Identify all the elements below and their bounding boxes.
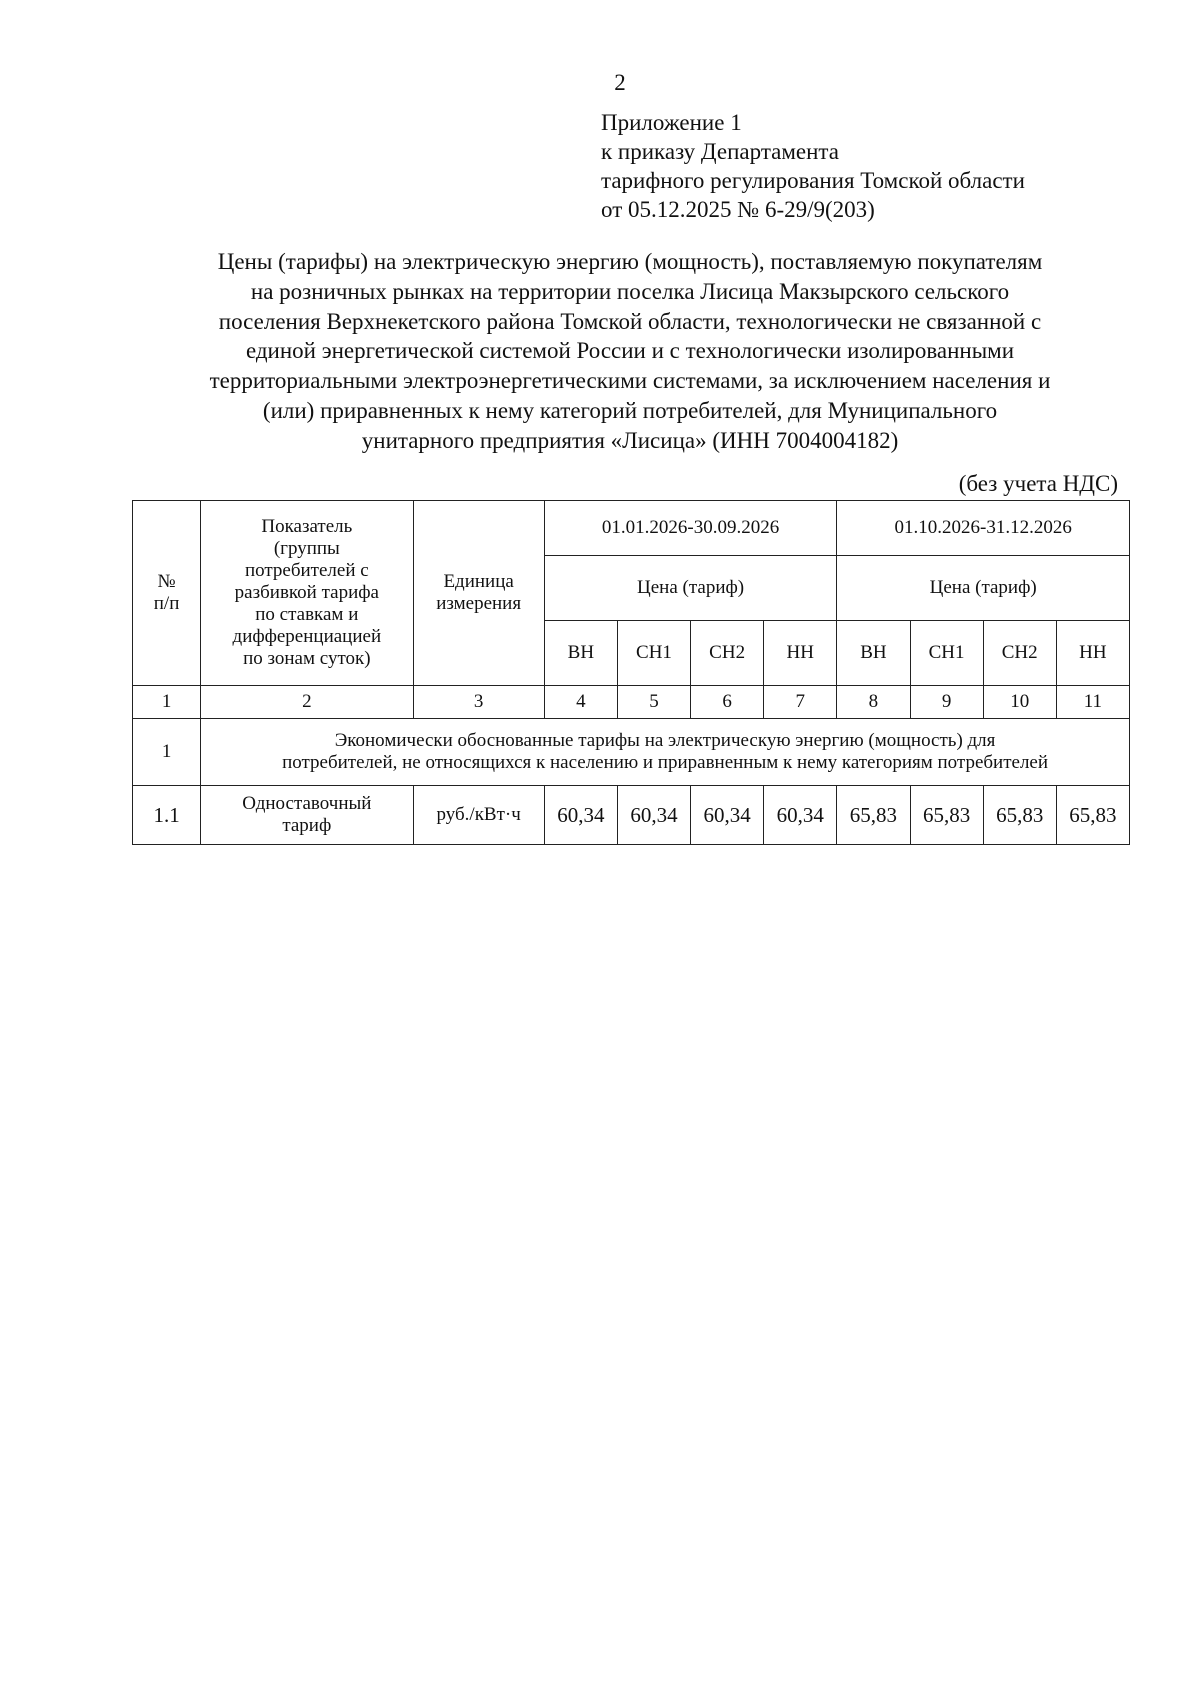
section-text: потребителей, не относящихся к населению и приравненным к нему категориям потребителей [282,752,1049,773]
appendix-line: тарифного регулирования Томской области [601,168,1025,193]
tariff-value: 65,83 [837,786,910,845]
column-number: 2 [201,686,413,719]
title-line: на розничных рынках на территории поселка Лисица Макзырского сельского [250,278,1010,304]
header-text: Показатель [261,516,353,537]
header-period-1: 01.01.2026-30.09.2026 [544,501,837,556]
column-number: 5 [617,686,690,719]
header-text: измерения [436,593,522,614]
document-title [130,247,1130,456]
tariff-value: 60,34 [617,786,690,845]
header-text: (группы [273,538,340,559]
tariff-value: 60,34 [764,786,837,845]
header-voltage: НН [764,621,837,686]
column-number: 11 [1056,686,1129,719]
title-line: (или) приравненных к нему категорий потребителей, для Муниципального [262,397,998,423]
section-title [201,719,1130,786]
section-row [133,719,1130,786]
header-voltage: НН [1056,621,1129,686]
header-text: по зонам суток) [243,648,371,669]
row-indicator-text: Одноставочный [242,793,372,814]
header-text: № [157,571,176,592]
tariff-value: 65,83 [1056,786,1129,845]
tariff-value: 60,34 [544,786,617,845]
column-number-row [133,686,1130,719]
table-row [133,786,1130,845]
appendix-line: от 05.12.2025 № 6-29/9(203) [601,197,875,222]
column-number: 7 [764,686,837,719]
appendix-line: Приложение 1 [601,110,742,135]
header-period-2: 01.10.2026-31.12.2026 [837,501,1130,556]
appendix-block [601,108,1025,224]
title-line: унитарного предприятия «Лисица» (ИНН 7004004182) [361,427,899,453]
header-row [133,501,1130,556]
vat-note: (без учета НДС) [958,471,1118,496]
header-voltage: СН1 [910,621,983,686]
header-text: разбивкой тарифа [234,582,379,603]
row-unit: руб./кВт·ч [413,786,544,845]
header-text: п/п [153,593,180,614]
section-text: Экономически обоснованные тарифы на электрическую энергию (мощность) для [334,730,996,751]
header-unit [413,501,544,686]
title-line: единой энергетической системой России и с технологически изолированными [245,338,1015,364]
page-number: 2 [614,70,626,95]
header-no [133,501,201,686]
header-voltage: ВН [544,621,617,686]
section-number: 1 [133,719,201,786]
header-voltage: СН1 [617,621,690,686]
tariff-value: 65,83 [910,786,983,845]
title-line: Цены (тарифы) на электрическую энергию (мощность), поставляемую покупателям [217,249,1043,274]
header-voltage: ВН [837,621,910,686]
title-line: поселения Верхнекетского района Томской области, технологически не связанной с [218,308,1042,334]
header-indicator [201,501,413,686]
appendix-line: к приказу Департамента [601,139,839,164]
header-price-2: Цена (тариф) [837,556,1130,621]
title-line: территориальными электроэнергетическими системами, за исключением населения и [209,368,1051,394]
header-text: Единица [443,571,514,592]
tariff-value: 65,83 [983,786,1056,845]
column-number: 8 [837,686,910,719]
tariff-table [132,500,1130,845]
column-number: 9 [910,686,983,719]
header-text: потребителей с [244,560,369,581]
row-indicator [201,786,413,845]
row-indicator-text: тариф [282,815,332,836]
tariff-value: 60,34 [691,786,764,845]
header-voltage: СН2 [983,621,1056,686]
column-number: 4 [544,686,617,719]
column-number: 6 [691,686,764,719]
header-price-1: Цена (тариф) [544,556,837,621]
header-text: дифференциацией [232,626,382,647]
row-number: 1.1 [133,786,201,845]
column-number: 1 [133,686,201,719]
column-number: 3 [413,686,544,719]
header-voltage: СН2 [691,621,764,686]
column-number: 10 [983,686,1056,719]
header-text: по ставкам и [255,604,359,625]
